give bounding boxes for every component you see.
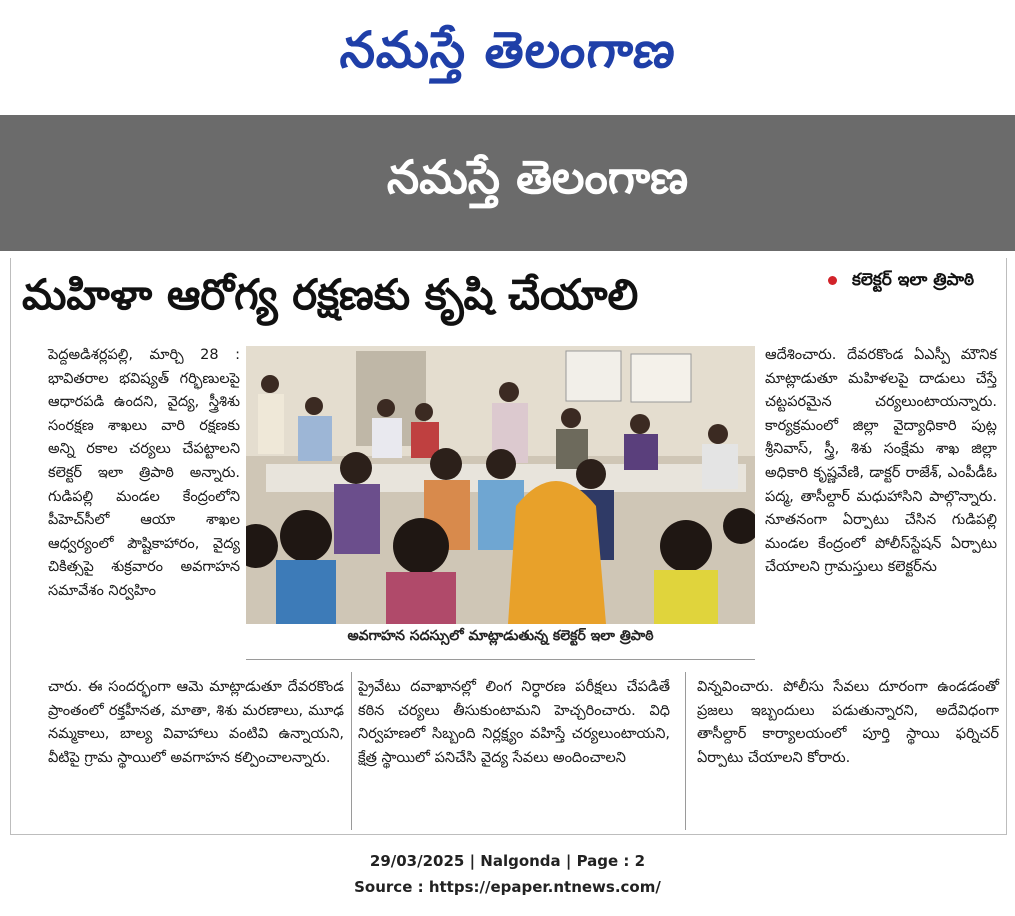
column-3-lower-text: విన్నవించారు. పోలీసు సేవలు దూరంగా ఉండడంతో ప్రజలు ఇబ్బందులు పడుతున్నారని, అదేవిధంగా తాసీల్దార్ కార్యాలయంలో పూర్తి స్థాయి ఫర్నిచర్ ఏర్పాటు చేయాలని కోరారు. <box>697 679 999 766</box>
article-photo <box>246 346 755 624</box>
article-column-1-lower <box>48 676 344 770</box>
article-column-1 <box>48 344 240 604</box>
footer <box>0 848 1015 900</box>
footer-date-edition: 29/03/2025 | Nalgonda | Page : 2 <box>369 852 646 870</box>
column-3-text: ఆదేశించారు. దేవరకొండ ఏఎస్పీ మౌనిక మాట్లాడుతూ మహిళలపై దాడులు చేస్తే చట్టపరమైన చర్యలుంటాయన్నారు. కార్యక్రమంలో జిల్లా వైద్యాధికారి పుట్ల శ్రీనివాస్, స్త్రీ, శిశు సంక్షేమ శాఖ జిల్లా అధికారి కృష్ణవేణి, డాక్టర్ రాజేశ్, ఎంపీడీఓ పద్మ, తాసీల్దార్ మధుహాసిని పాల్గొన్నారు. నూతనంగా ఏర్పాటు చేసిన గుడిపల్లి మండల కేంద్రంలో పోలీస్‌స్టేషన్ ఏర్పాటు చేయాలని గ్రామస్తులు కలెక్టర్‌ను <box>765 347 997 576</box>
banner-title: నమస్తే తెలంగాణ <box>386 150 689 204</box>
masthead-logo: నమస్తే తెలంగాణ <box>337 20 680 79</box>
column-2-lower-text: ప్రైవేటు దవాఖానల్లో లింగ నిర్ధారణ పరీక్షలు చేపడితే కఠిన చర్యలు తీసుకుంటామని హెచ్చరించారు. విధి నిర్వహణలో సిబ్బంది నిర్లక్ష్యం వహిస్తే చర్యలుంటాయని, క్షేత్ర స్థాయిలో పనిచేసి వైద్య సేవలు అందించాలని <box>358 679 670 766</box>
column-divider-2 <box>685 672 686 830</box>
caption-divider <box>246 659 755 660</box>
column-divider-1 <box>351 672 352 830</box>
photo-caption: అవగాహన సదస్సులో మాట్లాడుతున్న కలెక్టర్ ఇలా త్రిపాఠి <box>347 628 654 644</box>
article-column-3 <box>765 344 997 580</box>
article-column-2-lower <box>358 676 670 770</box>
column-1-lower-text: చారు. ఈ సందర్భంగా ఆమె మాట్లాడుతూ దేవరకొండ ప్రాంతంలో రక్తహీనత, మాతా, శిశు మరణాలు, మూఢ నమ్మకాలు, బాల్య వివాహాలు వంటివి ఉన్నాయని, వీటిపై గ్రామ స్థాయిలో అవగాహన కల్పించాలన్నారు. <box>48 679 344 766</box>
byline: కలెక్టర్ ఇలా త్రిపాఠి <box>852 270 975 290</box>
photo-illustration <box>246 346 755 624</box>
footer-source: Source : https://epaper.ntnews.com/ <box>354 878 661 896</box>
headline-bullet <box>828 276 837 285</box>
article-column-3-lower <box>697 676 999 770</box>
banner <box>0 115 1015 251</box>
article-headline <box>22 262 822 338</box>
headline-text: మహిళా ఆరోగ్య రక్షణకు కృషి చేయాలి <box>22 270 639 319</box>
masthead <box>0 0 1015 112</box>
column-1-text: పెద్దఅడిశర్లపల్లి, మార్చి 28 : భావితరాల భవిష్యత్ గర్భిణులపై ఆధారపడి ఉందని, వైద్య, స్త్రీశిశు సంరక్షణ శాఖలు వారి రక్షణకు అన్ని రకాల చర్యలు చేపట్టాలని కలెక్టర్ ఇలా త్రిపాఠి అన్నారు. గుడిపల్లి మండల కేంద్రంలోని పీహెచ్‌సీలో ఆయా శాఖల ఆధ్వర్యంలో పౌష్టికాహారం, వైద్య చికిత్సపై శుక్రవారం అవగాహన సమావేశం నిర్వహిం <box>48 347 240 599</box>
